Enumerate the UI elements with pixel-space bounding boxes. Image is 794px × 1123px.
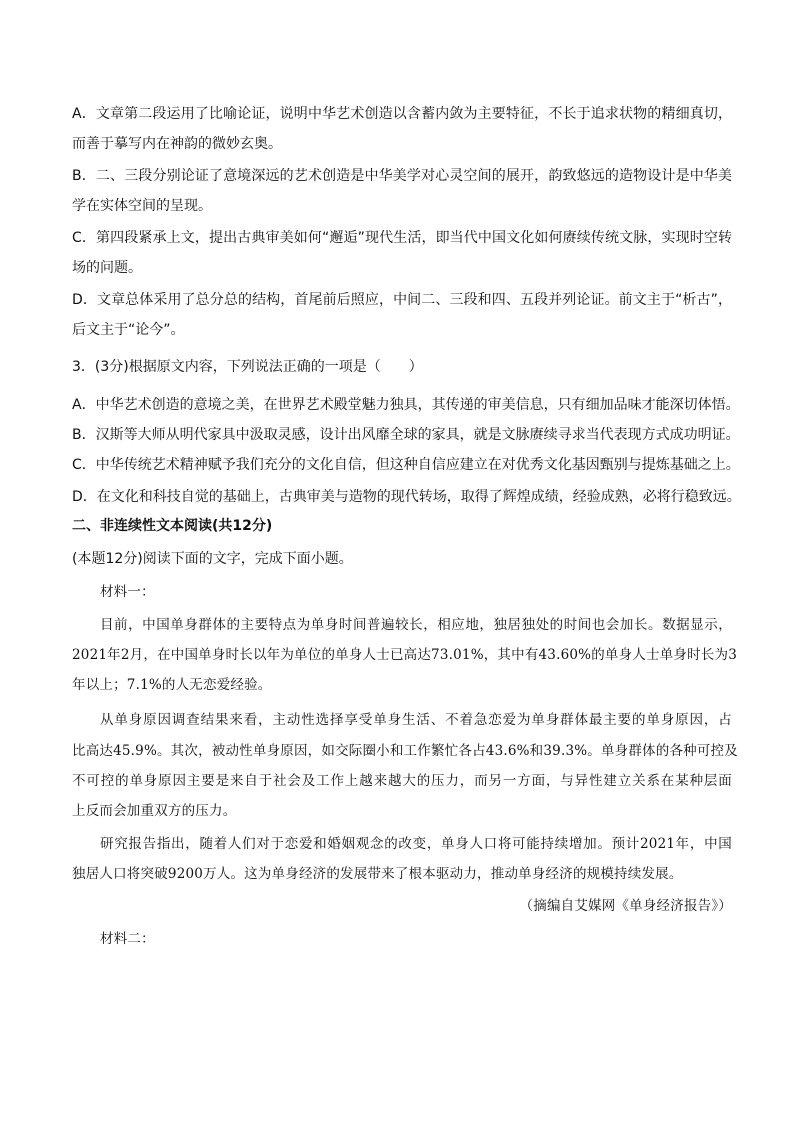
material1-p1-line3: 年以上；7.1%的人无恋爱经验。 [72,677,272,693]
q2-option-c-line2: 场的问题。 [72,260,142,276]
q3-option-d: D．在文化和科技自觉的基础上，古典审美与造物的现代转场，取得了辉煌成绩，经验成熟，必将行稳致远。 [72,489,741,505]
section-heading: 二、非连续性文本阅读(共12分) [72,518,273,534]
material1-p2-line4: 上反而会加重双方的压力。 [72,803,237,819]
q2-option-b-line2: 学在实体空间的呈现。 [72,198,212,214]
material1-p3-line1: 研究报告指出，随着人们对于恋爱和婚姻观念的改变，单身人口将可能持续增加。预计2021年，中国 [100,836,732,852]
q2-option-d-line2: 后文主于“论今”。 [72,322,185,338]
q2-option-b-line1: B．二、三段分别论证了意境深远的艺术创造是中华美学对心灵空间的展开，韵致悠远的造物设计是中华美 [72,168,732,184]
material1-p1-line1: 目前，中国单身群体的主要特点为单身时间普遍较长，相应地，独居独处的时间也会加长。数据显示， [100,617,732,633]
material1-p2-line1: 从单身原因调查结果来看，主动性选择享受单身生活、不着急恋爱为单身群体最主要的单身原因，占 [100,712,732,728]
material2-label: 材料二： [100,931,155,947]
section-intro: (本题12分)阅读下面的文字，完成下面小题。 [72,551,353,567]
q2-option-c-line1: C．第四段紧承上文，提出古典审美如何“邂逅”现代生活，即当代中国文化如何赓续传统文脉，实现时空转 [72,230,732,246]
material1-p2-line3: 不可控的单身原因主要是来自于社会及工作上越来越大的压力，而另一方面，与异性建立关系在某种层面 [72,773,732,789]
material1-label: 材料一： [100,584,155,600]
q3-stem: 3．(3分)根据原文内容，下列说法正确的一项是（ ） [72,359,423,375]
q2-option-a-line2: 而善于摹写内在神韵的微妙玄奥。 [72,136,282,152]
q3-option-b: B．汉斯等大师从明代家具中汲取灵感，设计出风靡全球的家具，就是文脉赓续寻求当代表现方式成功明证。 [72,427,740,443]
material1-p3-line2: 独居人口将突破9200万人。这为单身经济的发展带来了根本驱动力，推动单身经济的规模持续发展。 [72,866,683,882]
material1-p2-line2: 比高达45.9%。其次，被动性单身原因，如交际圈小和工作繁忙各占43.6%和39.3%。单身群体的各种可控及 [72,743,738,759]
q2-option-a-line1: A．文章第二段运用了比喻论证，说明中华艺术创造以含蓄内敛为主要特征，不长于追求状物的精细真切， [72,106,732,122]
material1-p1-line2: 2021年2月，在中国单身时长以年为单位的单身人士已高达73.01%，其中有43.60%的单身人士单身时长为3 [72,647,737,663]
q2-option-d-line1: D．文章总体采用了总分总的结构，首尾前后照应，中间二、三段和四、五段并列论证。前文主于“析古”， [72,292,732,308]
source-citation: （摘编自艾媒网《单身经济报告》） [519,898,732,914]
q3-option-c: C．中华传统艺术精神赋予我们充分的文化自信，但这种自信应建立在对优秀文化基因甄别与提炼基础之上。 [72,457,740,473]
q3-option-a: A．中华艺术创造的意境之美，在世界艺术殿堂魅力独具，其传递的审美信息，只有细加品味才能深切体悟。 [72,397,740,413]
